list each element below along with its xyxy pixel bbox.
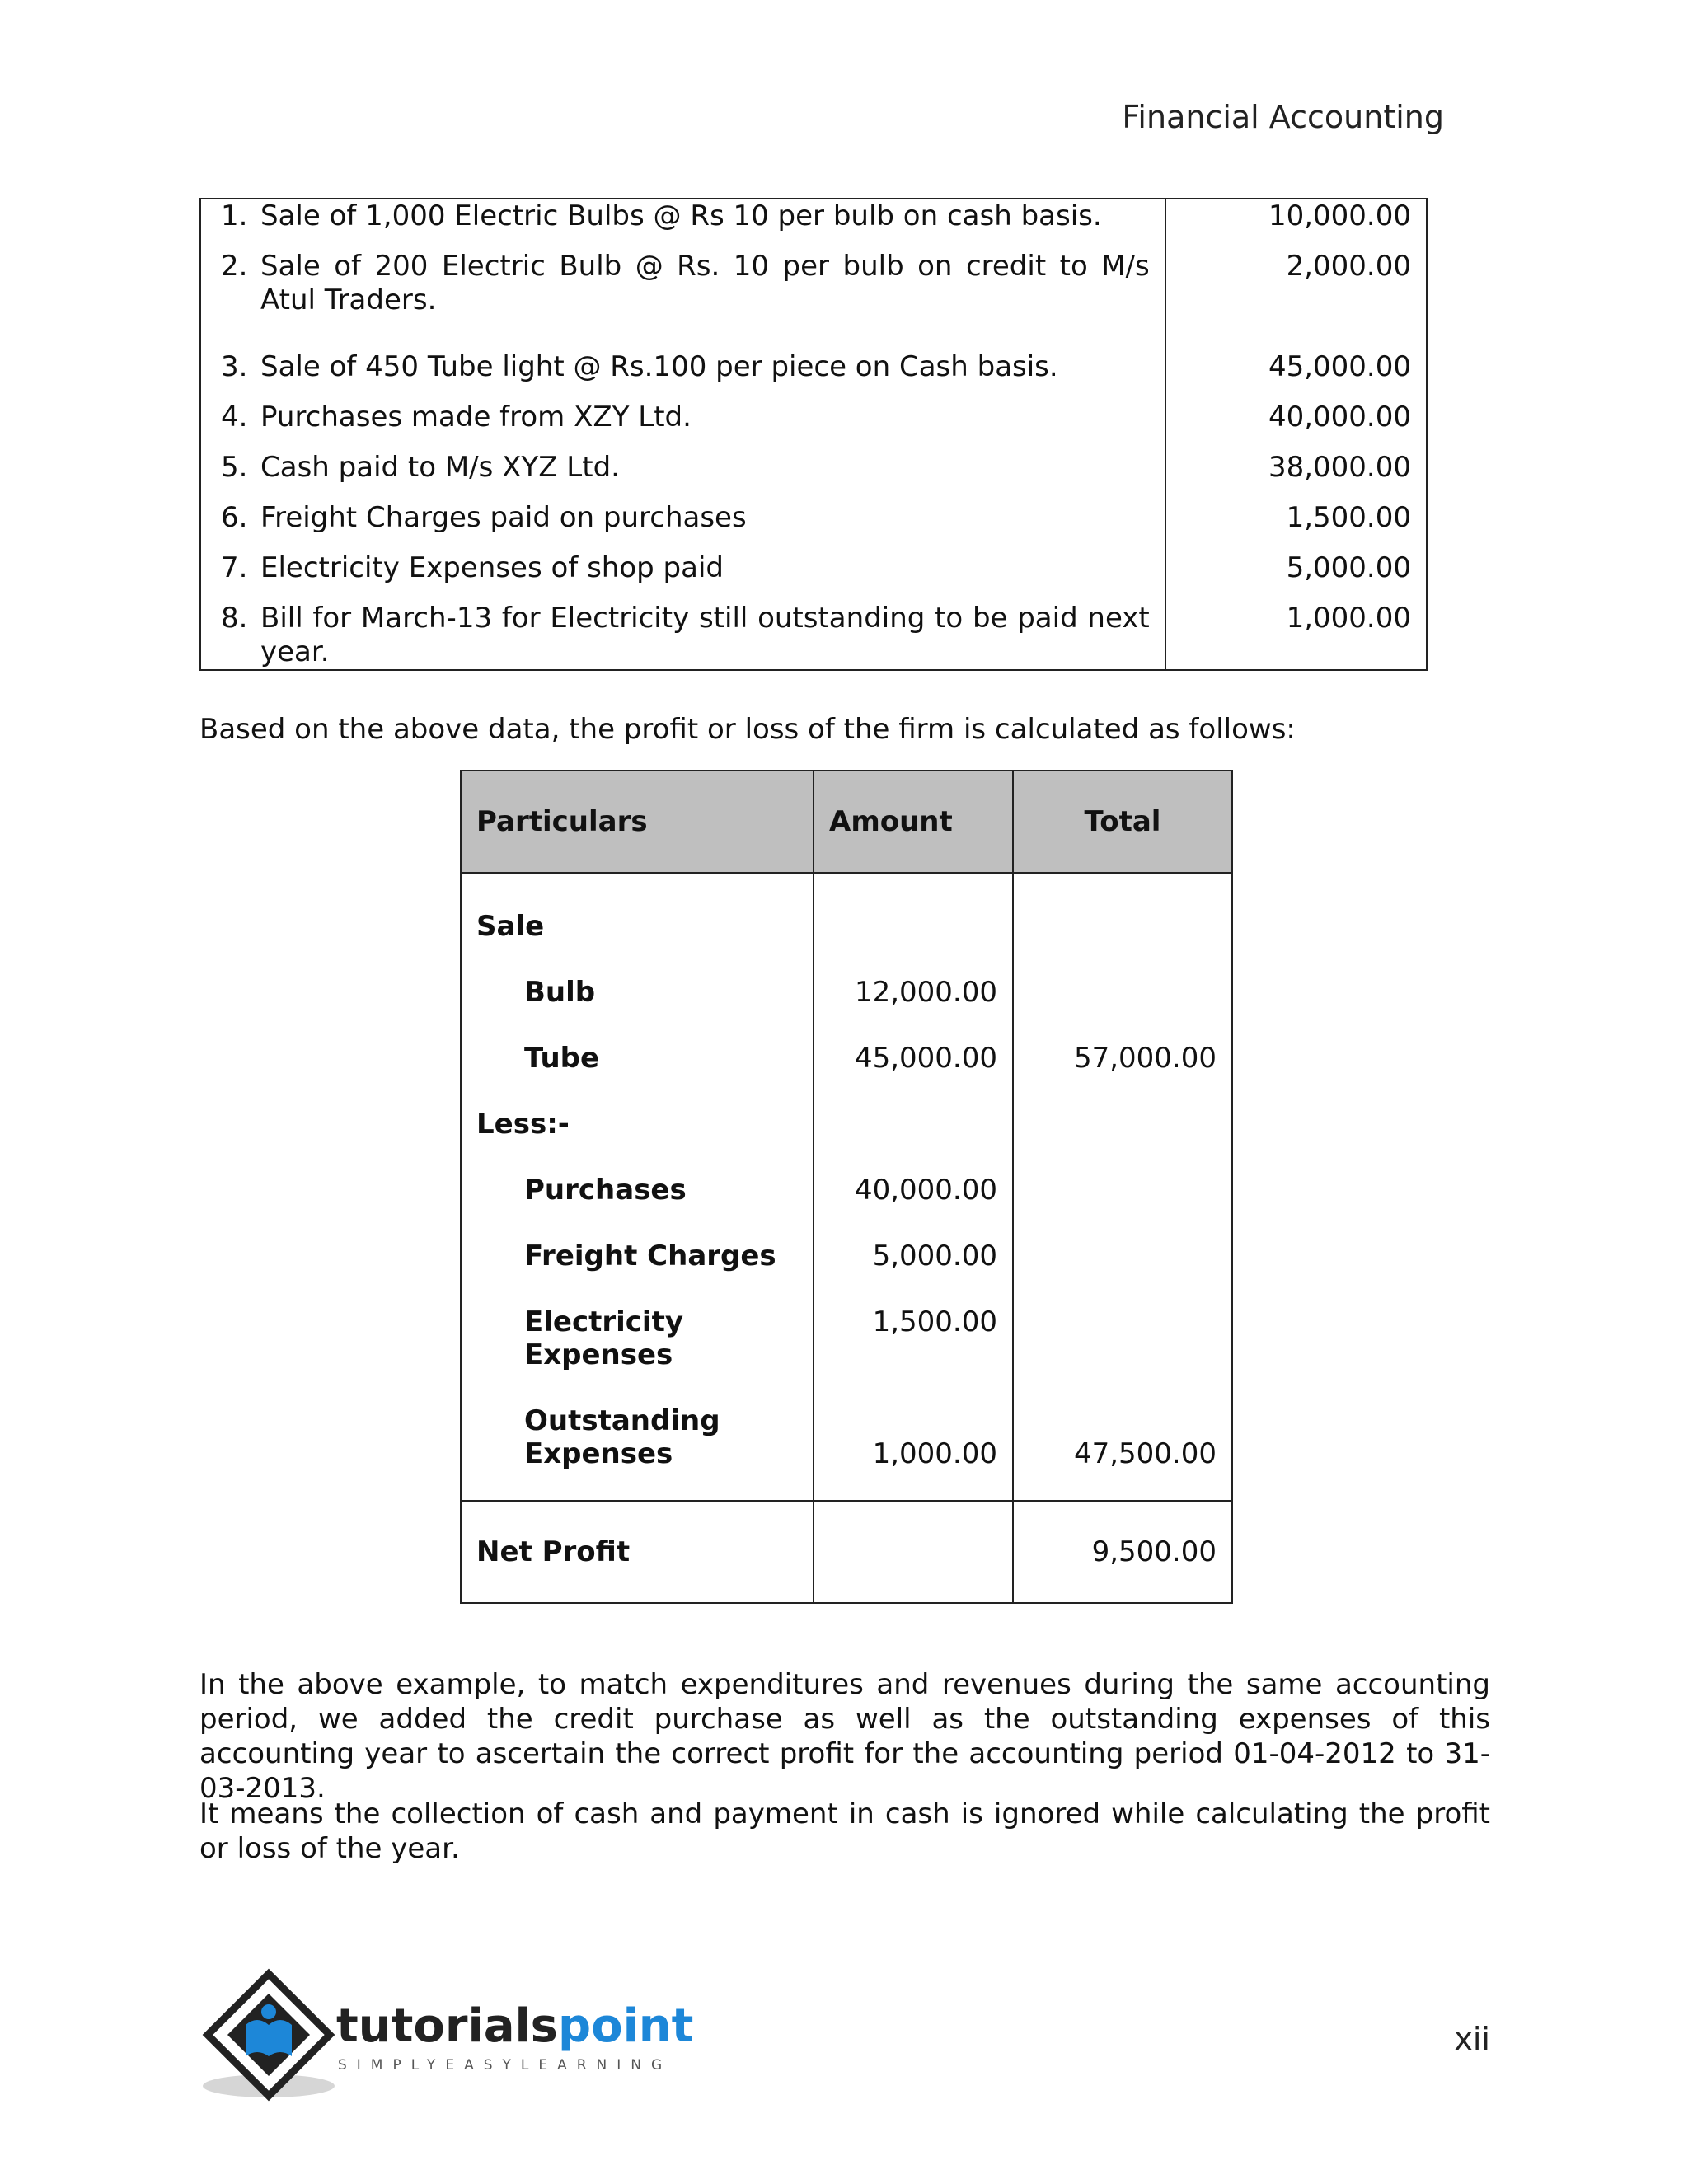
- table-row: [200, 199, 1427, 670]
- electricity-label-line1: Electricity: [524, 1305, 683, 1338]
- list-item: 6. Freight Charges paid on purchases: [221, 501, 747, 534]
- table-row: [461, 873, 1232, 943]
- logo-wordmark-point: point: [558, 1999, 694, 2053]
- header-total: Total: [1013, 771, 1232, 873]
- table-row: [461, 1501, 1232, 1603]
- table-row: [461, 1272, 1232, 1371]
- freight-amount: 5,000.00: [814, 1207, 1013, 1272]
- sale-total: 57,000.00: [1013, 1009, 1232, 1075]
- running-header: Financial Accounting: [1122, 99, 1444, 135]
- empty-cell: [814, 1501, 1013, 1603]
- table-row: [461, 1207, 1232, 1272]
- empty-cell: [814, 873, 1013, 943]
- empty-cell: [1013, 1272, 1232, 1371]
- list-item: 7. Electricity Expenses of shop paid: [221, 551, 724, 584]
- amount-value: 10,000.00: [1268, 199, 1411, 232]
- empty-cell: [814, 1075, 1013, 1141]
- list-item: 4. Purchases made from XZY Ltd.: [221, 401, 692, 434]
- amount-value: 38,000.00: [1268, 451, 1411, 484]
- logo-wordmark: [336, 1999, 693, 2053]
- empty-cell: [1013, 1207, 1232, 1272]
- bulb-amount: 12,000.00: [814, 943, 1013, 1009]
- list-item: 5. Cash paid to M/s XYZ Ltd.: [221, 451, 620, 484]
- transaction-descriptions: [200, 199, 1165, 670]
- expenses-total: 47,500.00: [1013, 1371, 1232, 1501]
- bulb-label: Bulb: [461, 943, 814, 1009]
- empty-cell: [1013, 873, 1232, 943]
- empty-cell: [1013, 1141, 1232, 1207]
- list-item: 1. Sale of 1,000 Electric Bulbs @ Rs 10 per bulb on cash basis.: [221, 199, 1102, 232]
- table-body: [461, 873, 1232, 1603]
- purchases-label: Purchases: [461, 1141, 814, 1207]
- table-row: [461, 943, 1232, 1009]
- table-row: [461, 1009, 1232, 1075]
- net-profit-total: 9,500.00: [1013, 1501, 1232, 1603]
- list-item: 3. Sale of 450 Tube light @ Rs.100 per piece on Cash basis.: [221, 350, 1058, 383]
- tube-label: Tube: [461, 1009, 814, 1075]
- purchases-amount: 40,000.00: [814, 1141, 1013, 1207]
- outstanding-label: [461, 1371, 814, 1501]
- page-number: xii: [1454, 2021, 1490, 2057]
- tube-amount: 45,000.00: [814, 1009, 1013, 1075]
- freight-label: Freight Charges: [461, 1207, 814, 1272]
- table-row: [461, 1075, 1232, 1141]
- logo-tagline: SIMPLYEASYLEARNING: [338, 2057, 673, 2074]
- list-item: 2. Sale of 200 Electric Bulb @ Rs. 10 per bulb on credit to M/s Atul Traders.: [221, 250, 1150, 316]
- amount-value: 5,000.00: [1286, 551, 1411, 584]
- outstanding-amount: 1,000.00: [814, 1371, 1013, 1501]
- transactions-table: [199, 198, 1428, 671]
- less-label: Less:-: [461, 1075, 814, 1141]
- tutorialspoint-logo: [198, 1966, 694, 2106]
- profit-loss-table: [460, 770, 1233, 1604]
- transaction-amounts: [1165, 199, 1427, 670]
- logo-wordmark-tutorials: tutorials: [336, 1999, 559, 2053]
- amount-value: 1,500.00: [1286, 501, 1411, 534]
- empty-cell: [1013, 1075, 1232, 1141]
- outstanding-label-line1: Outstanding: [524, 1404, 720, 1437]
- sale-label: Sale: [461, 873, 814, 943]
- header-particulars: Particulars: [461, 771, 814, 873]
- list-item: 8. Bill for March-13 for Electricity still outstanding to be paid next year.: [221, 602, 1150, 668]
- amount-value: 45,000.00: [1268, 350, 1411, 383]
- outstanding-label-line2: Expenses: [524, 1437, 673, 1470]
- electricity-label-line2: Expenses: [524, 1338, 673, 1371]
- paragraph-matching: In the above example, to match expenditures and revenues during the same accounting period, we added the credit purchase as well as the outstanding expenses of this accounting year to ascertain the correct profit for the accounting period 01-04-2012 to 31-03-2013.: [199, 1668, 1490, 1805]
- table-row: [461, 1141, 1232, 1207]
- amount-value: 2,000.00: [1286, 250, 1411, 283]
- table-row: [461, 1371, 1232, 1501]
- logo-graphic: [198, 1966, 694, 2106]
- empty-cell: [1013, 943, 1232, 1009]
- amount-value: 40,000.00: [1268, 401, 1411, 434]
- net-profit-label: Net Profit: [461, 1501, 814, 1603]
- electricity-amount: 1,500.00: [814, 1272, 1013, 1371]
- electricity-label: [461, 1272, 814, 1371]
- amount-value: 1,000.00: [1286, 602, 1411, 635]
- header-amount: Amount: [814, 771, 1013, 873]
- intro-paragraph: Based on the above data, the profit or loss of the firm is calculated as follows:: [199, 713, 1296, 746]
- table-header-row: [461, 771, 1232, 873]
- paragraph-cash-ignored: It means the collection of cash and payment in cash is ignored while calculating the profit or loss of the year.: [199, 1797, 1490, 1865]
